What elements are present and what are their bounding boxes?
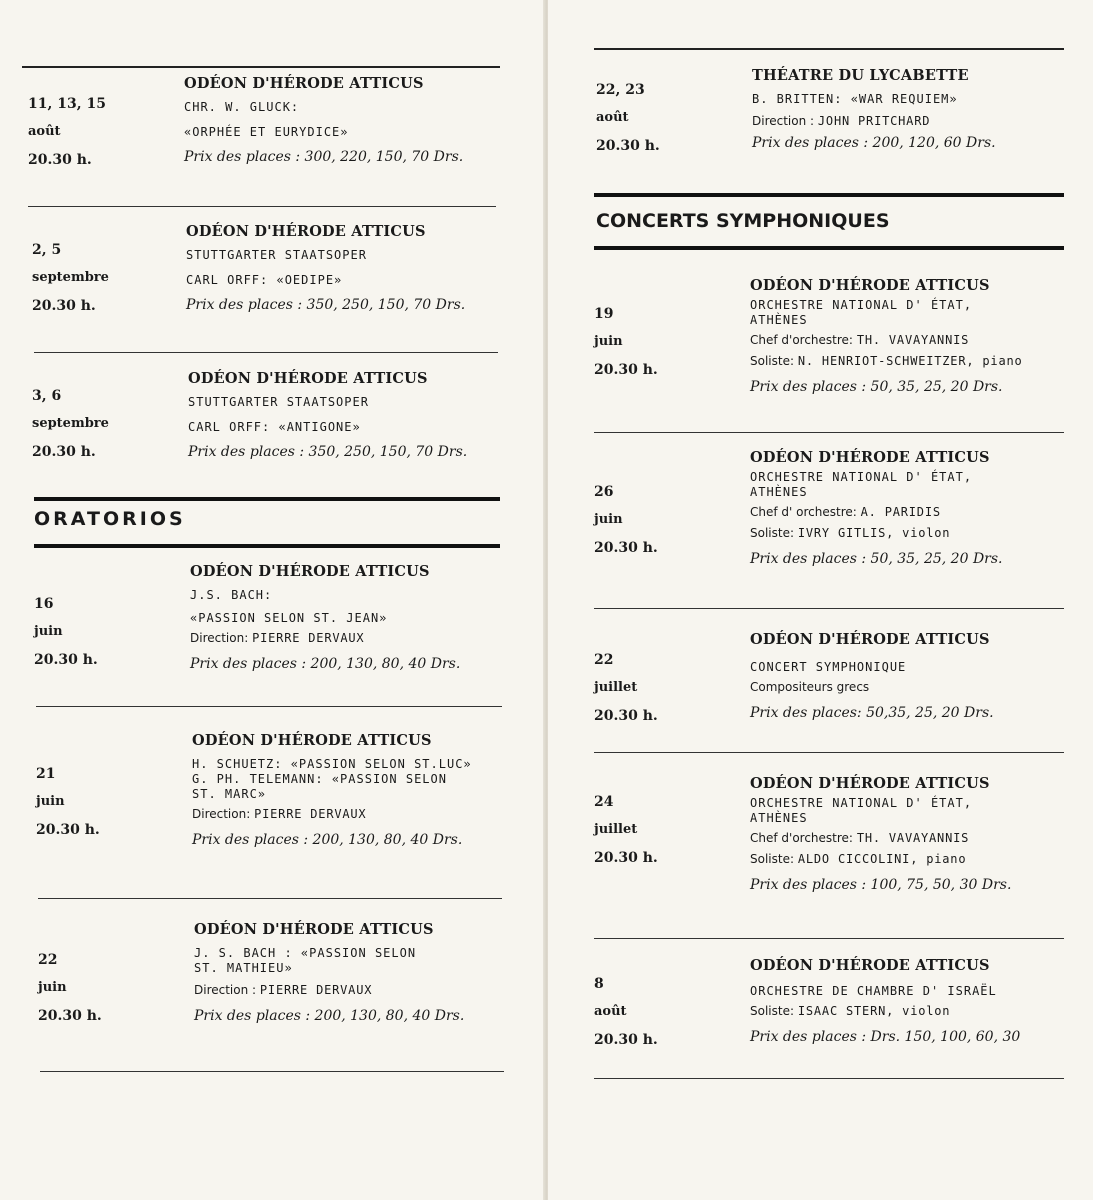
price-line: Prix des places : 200, 130, 80, 40 Drs.	[190, 656, 461, 672]
divider	[594, 752, 1064, 753]
event-date: 22 juin 20.30 h.	[38, 952, 102, 1024]
event-date: 3, 6 septembre 20.30 h.	[32, 388, 109, 460]
section-title-concerts: CONCERTS SYMPHONIQUES	[596, 210, 890, 232]
event-block: ODÉON D'HÉRODE ATTICUS ORCHESTRE NATIONAL D' ÉTAT, ATHÈNES Chef d' orchestre: A. PARIDIS Soliste: IVRY GITLIS, violon Prix des places : 50, 35, 25, 20 Drs.	[750, 448, 1003, 570]
divider	[36, 706, 502, 707]
venue-name: ODÉON D'HÉRODE ATTICUS	[184, 75, 424, 92]
price-line: Prix des places : Drs. 150, 100, 60, 30	[750, 1029, 1021, 1045]
event-block: ODÉON D'HÉRODE ATTICUS H. SCHUETZ: «PASSION SELON ST.LUC» G. PH. TELEMANN: «PASSION SELON ST. MARC» Direction: PIERRE DERVAUX Prix des places : 200, 130, 80, 40 Drs.	[192, 731, 472, 851]
divider	[40, 1071, 504, 1072]
venue-name: ODÉON D'HÉRODE ATTICUS	[188, 370, 428, 387]
divider	[38, 898, 502, 899]
event-date: 26 juin 20.30 h.	[594, 484, 658, 556]
price-line: Prix des places: 50,35, 25, 20 Drs.	[750, 705, 994, 721]
venue-name: ODÉON D'HÉRODE ATTICUS	[750, 775, 990, 792]
event-block: ODÉON D'HÉRODE ATTICUS CHR. W. GLUCK: «ORPHÉE ET EURYDICE» Prix des places : 300, 220, 150, 70 Drs.	[184, 74, 463, 168]
event-block: ODÉON D'HÉRODE ATTICUS ORCHESTRE NATIONAL D' ÉTAT, ATHÈNES Chef d'orchestre: TH. VAVAYANNIS Soliste: N. HENRIOT-SCHWEITZER, piano Prix des places : 50, 35, 25, 20 Drs.	[750, 276, 1023, 398]
venue-name: ODÉON D'HÉRODE ATTICUS	[750, 631, 990, 648]
price-line: Prix des places : 300, 220, 150, 70 Drs.	[184, 149, 464, 165]
divider	[594, 48, 1064, 50]
divider	[594, 938, 1064, 939]
venue-name: ODÉON D'HÉRODE ATTICUS	[190, 563, 430, 580]
price-line: Prix des places : 200, 130, 80, 40 Drs.	[192, 832, 463, 848]
venue-name: ODÉON D'HÉRODE ATTICUS	[194, 921, 434, 938]
event-block: THÉATRE DU LYCABETTE B. BRITTEN: «WAR REQUIEM» Direction : JOHN PRITCHARD Prix des places : 200, 120, 60 Drs.	[752, 66, 996, 154]
event-block: ODÉON D'HÉRODE ATTICUS CONCERT SYMPHONIQUE Compositeurs grecs Prix des places: 50,35, 25, 20 Drs.	[750, 630, 994, 724]
section-rule	[34, 544, 500, 548]
section-rule	[594, 246, 1064, 250]
price-line: Prix des places : 50, 35, 25, 20 Drs.	[750, 551, 1003, 567]
venue-name: THÉATRE DU LYCABETTE	[752, 67, 969, 84]
venue-name: ODÉON D'HÉRODE ATTICUS	[750, 449, 990, 466]
section-rule	[594, 193, 1064, 197]
event-date: 8 août 20.30 h.	[594, 976, 658, 1048]
left-page	[0, 0, 545, 1200]
price-line: Prix des places : 50, 35, 25, 20 Drs.	[750, 379, 1003, 395]
price-line: Prix des places : 100, 75, 50, 30 Drs.	[750, 877, 1012, 893]
venue-name: ODÉON D'HÉRODE ATTICUS	[750, 277, 990, 294]
divider	[594, 1078, 1064, 1079]
event-date: 24 juillet 20.30 h.	[594, 794, 658, 866]
venue-name: ODÉON D'HÉRODE ATTICUS	[750, 957, 990, 974]
event-date: 16 juin 20.30 h.	[34, 596, 98, 668]
venue-name: ODÉON D'HÉRODE ATTICUS	[186, 223, 426, 240]
price-line: Prix des places : 200, 120, 60 Drs.	[752, 135, 996, 151]
event-date: 22, 23 août 20.30 h.	[596, 82, 660, 154]
section-title-oratorios: ORATORIOS	[34, 508, 186, 530]
divider	[594, 432, 1064, 433]
divider	[34, 352, 498, 353]
right-page	[548, 0, 1093, 1200]
divider	[28, 206, 496, 207]
divider	[22, 66, 500, 68]
price-line: Prix des places : 200, 130, 80, 40 Drs.	[194, 1008, 465, 1024]
event-block: ODÉON D'HÉRODE ATTICUS ORCHESTRE NATIONAL D' ÉTAT, ATHÈNES Chef d'orchestre: TH. VAVAYANNIS Soliste: ALDO CICCOLINI, piano Prix des places : 100, 75, 50, 30 Drs.	[750, 774, 1011, 896]
event-date: 19 juin 20.30 h.	[594, 306, 658, 378]
section-rule	[34, 497, 500, 501]
event-block: ODÉON D'HÉRODE ATTICUS STUTTGARTER STAATSOPER CARL ORFF: «ANTIGONE» Prix des places : 350, 250, 150, 70 Drs.	[188, 369, 467, 463]
price-line: Prix des places : 350, 250, 150, 70 Drs.	[186, 297, 466, 313]
event-date: 2, 5 septembre 20.30 h.	[32, 242, 109, 314]
event-date: 21 juin 20.30 h.	[36, 766, 100, 838]
event-block: ODÉON D'HÉRODE ATTICUS STUTTGARTER STAATSOPER CARL ORFF: «OEDIPE» Prix des places : 350, 250, 150, 70 Drs.	[186, 222, 465, 316]
price-line: Prix des places : 350, 250, 150, 70 Drs.	[188, 444, 468, 460]
event-block: ODÉON D'HÉRODE ATTICUS J. S. BACH : «PASSION SELON ST. MATHIEU» Direction : PIERRE DERVAUX Prix des places : 200, 130, 80, 40 Drs.	[194, 920, 464, 1027]
event-block: ODÉON D'HÉRODE ATTICUS ORCHESTRE DE CHAMBRE D' ISRAËL Soliste: ISAAC STERN, violon Prix des places : Drs. 150, 100, 60, 30	[750, 956, 1020, 1048]
venue-name: ODÉON D'HÉRODE ATTICUS	[192, 732, 432, 749]
event-date: 22 juillet 20.30 h.	[594, 652, 658, 724]
event-date: 11, 13, 15 août 20.30 h.	[28, 96, 106, 168]
event-block: ODÉON D'HÉRODE ATTICUS J.S. BACH: «PASSION SELON ST. JEAN» Direction: PIERRE DERVAUX Prix des places : 200, 130, 80, 40 Drs.	[190, 562, 460, 675]
divider	[594, 608, 1064, 609]
